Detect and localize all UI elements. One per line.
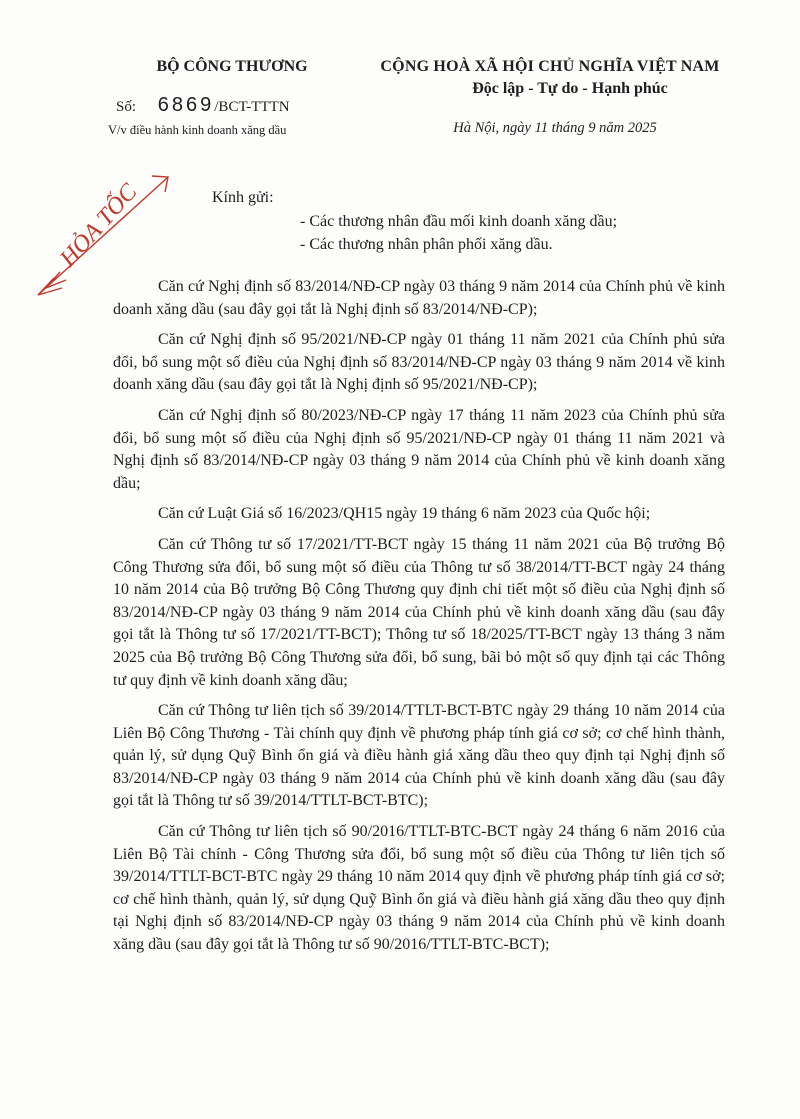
recipient-list xyxy=(300,210,617,256)
national-header xyxy=(360,58,740,137)
legal-basis-paragraph: Căn cứ Luật Giá số 16/2023/QH15 ngày 19 tháng 6 năm 2023 của Quốc hội; xyxy=(158,505,651,523)
legal-basis-paragraph: Căn cứ Nghị định số 83/2014/NĐ-CP ngày 03 tháng 9 năm 2014 của Chính phủ về kinh doanh xăng dầu (sau đây gọi tắt là Nghị định số 83/2014/NĐ-CP); xyxy=(113,278,725,318)
document-body xyxy=(113,276,725,965)
doc-number-suffix: /BCT-TTTN xyxy=(214,99,290,115)
issue-date: Hà Nội, ngày 11 tháng 9 năm 2025 xyxy=(453,120,657,136)
recipient-item: - Các thương nhân đầu mối kinh doanh xăng dầu; xyxy=(300,213,618,230)
urgent-stamp-label: HỎA TỐC xyxy=(55,179,143,273)
legal-basis-paragraph: Căn cứ Nghị định số 95/2021/NĐ-CP ngày 01 tháng 11 năm 2021 của Chính phủ sửa đổi, bổ sung một số điều của Nghị định số 83/2014/NĐ-CP ngày 03 tháng 9 năm 2014 về kinh doanh xăng dầu (sau đây gọi tắt là Nghị định số 95/2021/NĐ-CP); xyxy=(113,331,725,394)
legal-basis-paragraph: Căn cứ Thông tư liên tịch số 39/2014/TTLT-BCT-BTC ngày 29 tháng 10 năm 2014 của Liên Bộ Công Thương - Tài chính quy định về phương pháp tính giá cơ sở; cơ chế hình thành, quản lý, sử dụng Quỹ Bình ổn giá và điều hành giá xăng dầu theo quy định tại Nghị định số 83/2014/NĐ-CP ngày 03 tháng 9 năm 2014 của Chính phủ về kinh doanh xăng dầu (sau đây gọi tắt là Thông tư số 39/2014/TTLT-BCT-BTC); xyxy=(113,702,725,810)
legal-basis-paragraph: Căn cứ Thông tư số 17/2021/TT-BCT ngày 15 tháng 11 năm 2021 của Bộ trưởng Bộ Công Thương sửa đổi, bổ sung một số điều của Thông tư số 38/2014/TT-BCT ngày 24 tháng 10 năm 2014 của Bộ trưởng Bộ Công Thương quy định chi tiết một số điều của Nghị định số 83/2014/NĐ-CP ngày 03 tháng 9 năm 2014 của Chính phủ về kinh doanh xăng dầu (sau đây gọi tắt là Thông tư số 17/2021/TT-BCT); Thông tư số 18/2025/TT-BCT ngày 13 tháng 3 năm 2025 của Bộ trưởng Bộ Công Thương sửa đổi, bổ sung, bãi bỏ một số quy định tại các Thông tư quy định về kinh doanh xăng dầu; xyxy=(113,535,725,689)
legal-basis-paragraph: Căn cứ Nghị định số 80/2023/NĐ-CP ngày 17 tháng 11 năm 2023 của Chính phủ sửa đổi, bổ sung một số điều của Nghị định số 95/2021/NĐ-CP ngày 01 tháng 11 năm 2021 và Nghị định số 83/2014/NĐ-CP ngày 03 tháng 9 năm 2014 của Chính phủ về kinh doanh xăng dầu; xyxy=(113,406,725,492)
national-motto: Độc lập - Tự do - Hạnh phúc xyxy=(472,80,668,97)
doc-number-value: 6869 xyxy=(157,94,215,116)
legal-basis-paragraph: Căn cứ Thông tư liên tịch số 90/2016/TTLT-BTC-BCT ngày 24 tháng 6 năm 2016 của Liên Bộ Tài chính - Công Thương sửa đổi, bổ sung một số điều của Thông tư liên tịch số 39/2014/TTLT-BCT-BTC ngày 29 tháng 10 năm 2014 quy định về phương pháp tính giá cơ sở; cơ chế hình thành, quản lý, sử dụng Quỹ Bình ổn giá và điều hành giá xăng dầu theo quy định tại Nghị định số 83/2014/NĐ-CP ngày 03 tháng 9 năm 2014 của Chính phủ về kinh doanh xăng dầu (sau đây gọi tắt là Thông tư số 90/2016/TTLT-BTC-BCT); xyxy=(113,823,725,954)
issuer-block xyxy=(100,58,370,138)
republic-title: CỘNG HOÀ XÃ HỘI CHỦ NGHĨA VIỆT NAM xyxy=(380,58,720,75)
document-number xyxy=(116,94,370,117)
ministry-name: BỘ CÔNG THƯƠNG xyxy=(156,58,308,75)
recipient-item: - Các thương nhân phân phối xăng dầu. xyxy=(300,236,553,253)
document-subject: V/v điều hành kinh doanh xăng dầu xyxy=(108,123,287,137)
doc-number-label: Số: xyxy=(116,99,137,115)
salutation: Kính gửi: xyxy=(212,189,274,206)
